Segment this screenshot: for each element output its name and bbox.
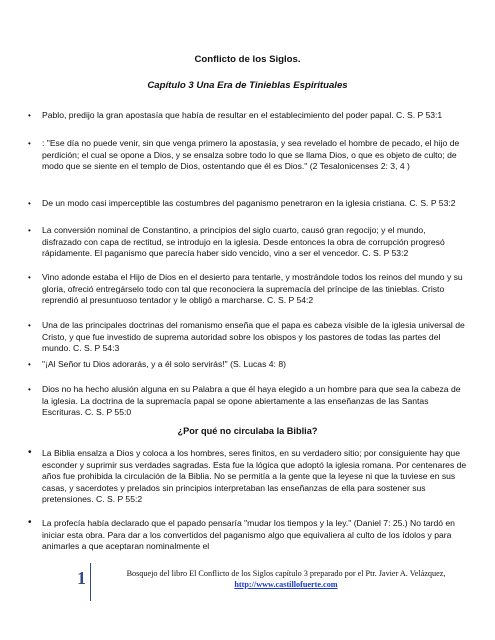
bullet-icon: • xyxy=(28,385,31,394)
footer-link[interactable]: http://www.castillofuerte.com xyxy=(234,580,338,589)
bullet-icon: • xyxy=(28,360,31,369)
bullet-icon: • xyxy=(28,447,32,458)
paragraph-9: • La Biblia ensalza a Dios y coloca a los hombres, seres finitos, en su verdadero sitio; por consiguiente hay que esconder y suprimir sus verdades sagradas. Esta fue la lógica que adoptó la iglesia romana. Por centenares de años fue prohibida la circulación de la Biblia. No se permitía a la gente que la leyese ni que la tuviese en sus casas, y sacerdotes y prelados sin principios interpretaban las enseñanzas de ella para sostener sus pretensiones. C. S. P 55:2 xyxy=(28,447,467,505)
page-number: 1 xyxy=(77,568,86,588)
paragraph-6: • Una de las principales doctrinas del romanismo enseña que el papa es cabeza visible de la iglesia universal de Cristo, y que fue investido de suprema autoridad sobre los obispos y los pastores de todas las partes del mundo. C. S. P 54:3 xyxy=(28,320,465,354)
chapter-heading: Capítulo 3 Una Era de Tinieblas Espirituales xyxy=(147,80,348,91)
bullet-icon: • xyxy=(28,111,31,120)
paragraph-2: • : "Ese día no puede venir, sin que venga primero la apostasía, y sea revelado el hombre de pecado, el hijo de perdición; el cual se opone a Dios, y se ensalza sobre todo lo que se llama Dios, o que es objeto de culto; de modo que se siente en el templo de Dios, ostentando que él es Dios." (2 Tesalonicenses 2: 3, 4 ) xyxy=(28,138,460,172)
section-heading: ¿Por qué no circulaba la Biblia? xyxy=(177,426,318,436)
paragraph-8: • Dios no ha hecho alusión alguna en su Palabra a que él haya elegido a un hombre para que sea la cabeza de la iglesia. La doctrina de la supremacía papal se opone abiertamente a las enseñanzas de las Santas Escrituras. C. S. P 55:0 xyxy=(28,384,461,418)
bullet-icon: • xyxy=(28,321,31,330)
footer xyxy=(100,568,472,590)
bullet-icon: • xyxy=(28,226,31,235)
footer-credit: Bosquejo del libro El Conflicto de los Siglos capítulo 3 preparado por el Ptr. Javier A. Velázquez, xyxy=(126,569,446,578)
document-title: Conflicto de los Siglos. xyxy=(194,54,301,65)
paragraph-3: • De un modo casi imperceptible las costumbres del paganismo penetraron en la iglesia cristiana. C. S. P 53:2 xyxy=(28,198,456,208)
paragraph-7: • "¡Al Señor tu Dios adorarás, y a él solo servirás!" (S. Lucas 4: 8) xyxy=(28,359,286,369)
paragraph-4: • La conversión nominal de Constantino, a principios del siglo cuarto, causó gran regocijo; y el mundo, disfrazado con capa de rectitud, se introdujo en la iglesia. Desde entonces la obra de corrupción progresó rápidamente. El paganismo que parecía haber sido vencido, vino a ser el vencedor. C. S. P 53:2 xyxy=(28,225,445,259)
bullet-icon: • xyxy=(28,199,31,208)
bullet-icon: • xyxy=(28,139,31,148)
paragraph-5: • Vino adonde estaba el Hijo de Dios en el desierto para tentarle, y mostrándole todos los reinos del mundo y su gloria, ofreció entregárselo todo con tal que reconociera la supremacía del príncipe de las tinieblas. Cristo reprendió al presuntuoso tentador y le obligó a marcharse. C. S. P 54:2 xyxy=(28,272,463,306)
paragraph-10: • La profecía había declarado que el papado pensaría "mudar los tiempos y la ley." (Daniel 7: 25.) No tardó en iniciar esta obra. Para dar a los convertidos del paganismo algo que equivaliera al culto de los ídolos y para animarles a que aceptaran nominalmente el xyxy=(28,517,455,552)
footer-divider xyxy=(90,563,91,601)
bullet-icon: • xyxy=(28,517,32,528)
bullet-icon: • xyxy=(28,273,31,282)
paragraph-1: • Pablo, predijo la gran apostasía que había de resultar en el establecimiento del poder papal. C. S. P 53:1 xyxy=(28,110,443,120)
